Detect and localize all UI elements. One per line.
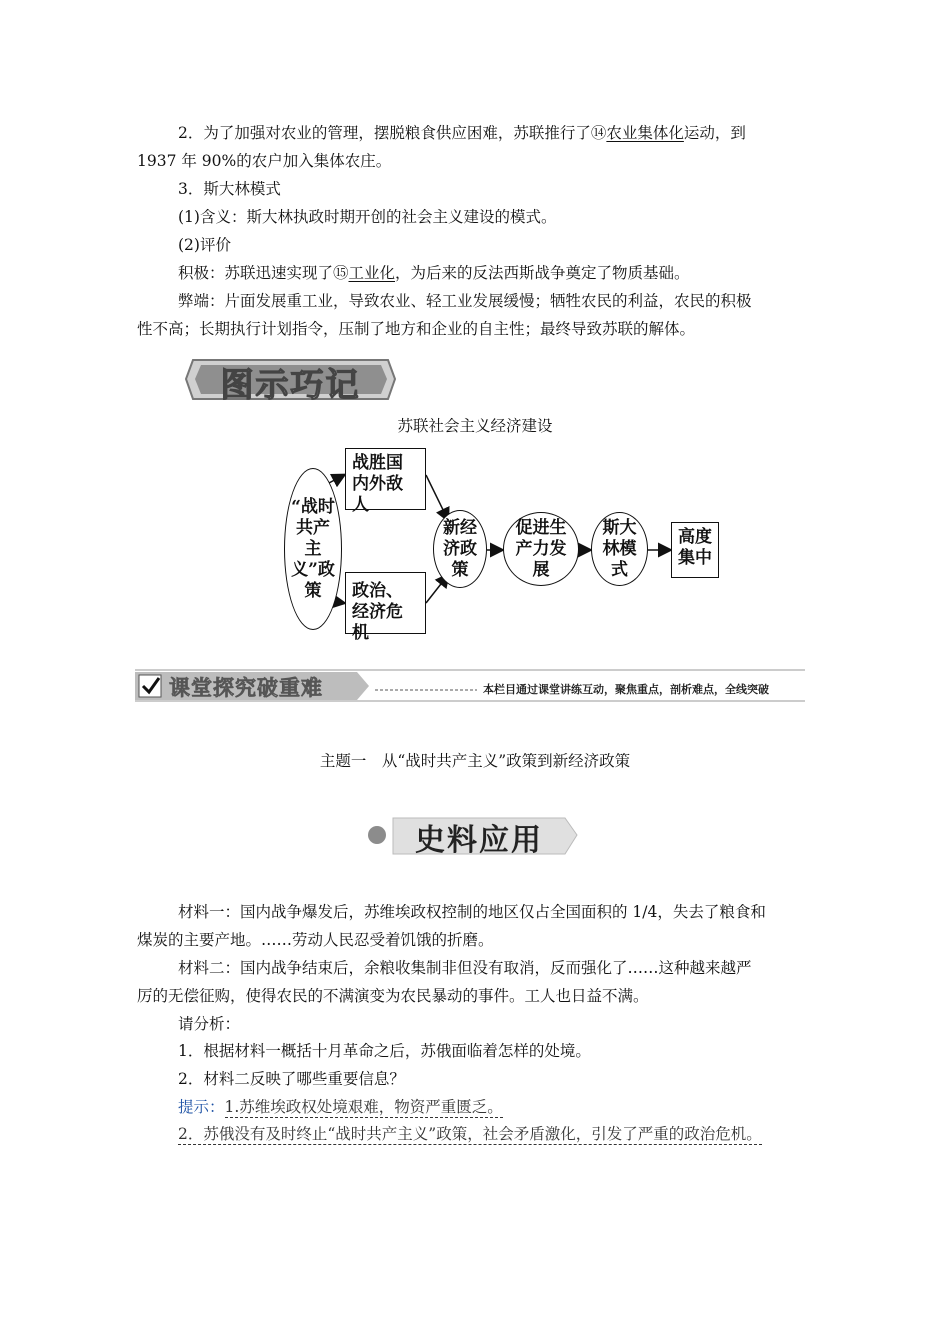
node-defeat-enemies: 战胜国内外敌人 xyxy=(345,448,426,510)
banner-class xyxy=(135,668,805,704)
hint-line-2 xyxy=(178,1124,762,1144)
banner-class-label: 课堂探究破重难 xyxy=(169,676,323,700)
hint-label: 提示： xyxy=(178,1098,225,1116)
node-war-communism-label: “战时共产主义”政策 xyxy=(291,496,335,601)
hint-answer-2: 2．苏俄没有及时终止“战时共产主义”政策，社会矛盾激化，引发了严重的政治危机。 xyxy=(178,1125,762,1143)
question-2: 2．材料二反映了哪些重要信息？ xyxy=(178,1070,405,1088)
banner-source xyxy=(365,808,580,858)
positive-text: 积极：苏联迅速实现了⑮ xyxy=(178,264,349,282)
node-stalin-model xyxy=(591,512,648,586)
item-3-heading: 3．斯大林模式 xyxy=(178,180,281,198)
node-stalin-model-label: 斯大林模式 xyxy=(602,517,637,580)
node-nep xyxy=(433,510,487,588)
banner-diagram-label: 图示巧记 xyxy=(220,365,361,404)
positive-tail: ，为后来的反法西斯战争奠定了物质基础。 xyxy=(395,264,690,282)
diagram-title: 苏联社会主义经济建设 xyxy=(397,417,553,435)
banner-class-desc: 本栏目通过课堂讲练互动，聚焦重点，剖析难点，全线突破 xyxy=(483,683,769,696)
fill-blank-15: 工业化 xyxy=(348,264,396,282)
fill-blank-14: 农业集体化 xyxy=(606,124,684,142)
material-2-line-2: 厉的无偿征购，使得农民的不满演变为农民暴动的事件。工人也日益不满。 xyxy=(137,987,649,1005)
node-nep-label: 新经济政策 xyxy=(443,517,477,580)
topic-title: 主题一 从“战时共产主义”政策到新经济政策 xyxy=(319,752,631,770)
node-promote-production xyxy=(503,512,579,586)
item-2-text: 2．为了加强对农业的管理，摆脱粮食供应困难，苏联推行了⑭ xyxy=(178,124,607,142)
negative-line-1: 弊端：片面发展重工业，导致农业、轻工业发展缓慢；牺牲农民的利益，农民的积极 xyxy=(178,292,752,310)
node-highly-centralized: 高度集中 xyxy=(671,522,719,578)
hint-line-1 xyxy=(178,1097,503,1117)
banner-source-label: 史料应用 xyxy=(415,823,543,858)
analysis-prompt: 请分析： xyxy=(178,1015,241,1033)
node-war-communism xyxy=(284,468,342,630)
node-promote-production-label: 促进生产力发展 xyxy=(515,517,567,580)
material-1-line-1: 材料一：国内战争爆发后，苏维埃政权控制的地区仅占全国面积的 1/4，失去了粮食和 xyxy=(178,903,766,921)
item-3-2: (2)评价 xyxy=(178,236,231,254)
item-2-line-2: 1937 年 90%的农户加入集体农庄。 xyxy=(137,152,392,170)
material-1-line-2: 煤炭的主要产地。……劳动人民忍受着饥饿的折磨。 xyxy=(137,931,494,949)
item-2-tail: 运动，到 xyxy=(683,124,746,142)
negative-line-2: 性不高；长期执行计划指令，压制了地方和企业的自主性；最终导致苏联的解体。 xyxy=(137,320,696,338)
hint-answer-1: 1.苏维埃政权处境艰难，物资严重匮乏。 xyxy=(224,1098,503,1116)
item-3-1: (1)含义：斯大林执政时期开创的社会主义建设的模式。 xyxy=(178,208,557,226)
question-1: 1．根据材料一概括十月革命之后，苏俄面临着怎样的处境。 xyxy=(178,1042,591,1060)
node-crisis: 政治、经济危机 xyxy=(345,572,426,634)
material-2-line-1: 材料二：国内战争结束后，余粮收集制非但没有取消，反而强化了……这种越来越严 xyxy=(178,959,752,977)
